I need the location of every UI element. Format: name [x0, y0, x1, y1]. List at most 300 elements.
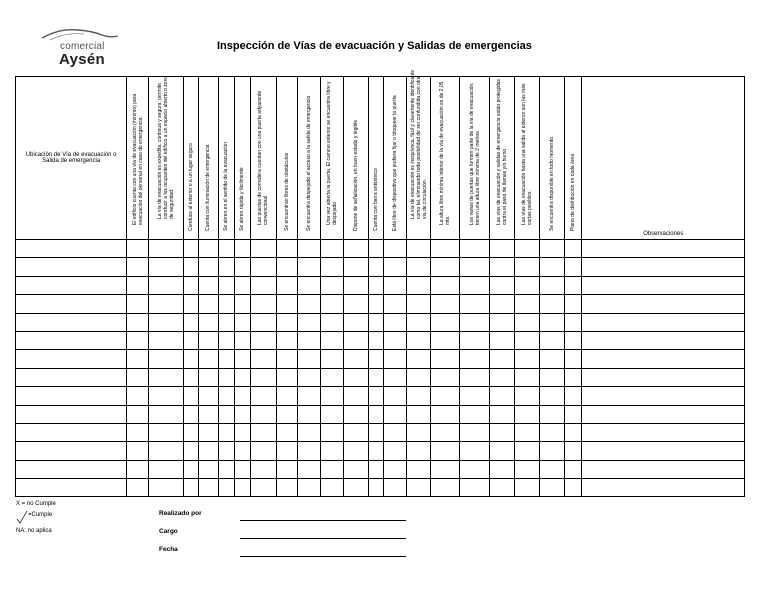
criterion-cell[interactable] — [343, 405, 368, 423]
criterion-cell[interactable] — [515, 331, 540, 349]
criterion-cell[interactable] — [490, 331, 515, 349]
criterion-cell[interactable] — [343, 460, 368, 478]
criterion-cell[interactable] — [127, 442, 149, 460]
observations-cell[interactable] — [582, 350, 745, 368]
criterion-cell[interactable] — [234, 423, 250, 441]
realizado-por-line[interactable] — [240, 520, 406, 521]
criterion-cell[interactable] — [431, 331, 460, 349]
criterion-cell[interactable] — [149, 295, 184, 313]
criterion-cell[interactable] — [460, 423, 490, 441]
criterion-cell[interactable] — [149, 387, 184, 405]
criterion-cell[interactable] — [540, 276, 565, 294]
criterion-cell[interactable] — [565, 423, 582, 441]
criterion-cell[interactable] — [234, 387, 250, 405]
criterion-cell[interactable] — [490, 368, 515, 386]
criterion-cell[interactable] — [127, 313, 149, 331]
criterion-cell[interactable] — [276, 276, 297, 294]
criterion-cell[interactable] — [540, 258, 565, 276]
criterion-cell[interactable] — [540, 295, 565, 313]
criterion-cell[interactable] — [540, 350, 565, 368]
criterion-cell[interactable] — [368, 387, 383, 405]
criterion-cell[interactable] — [218, 405, 234, 423]
location-cell[interactable] — [16, 331, 127, 349]
criterion-cell[interactable] — [149, 331, 184, 349]
criterion-cell[interactable] — [184, 240, 199, 258]
criterion-cell[interactable] — [460, 387, 490, 405]
criterion-cell[interactable] — [490, 295, 515, 313]
criterion-cell[interactable] — [218, 423, 234, 441]
criterion-cell[interactable] — [276, 350, 297, 368]
criterion-cell[interactable] — [276, 405, 297, 423]
criterion-cell[interactable] — [199, 295, 218, 313]
criterion-cell[interactable] — [490, 258, 515, 276]
criterion-cell[interactable] — [565, 313, 582, 331]
location-cell[interactable] — [16, 368, 127, 386]
criterion-cell[interactable] — [343, 479, 368, 497]
criterion-cell[interactable] — [184, 368, 199, 386]
observations-cell[interactable] — [582, 405, 745, 423]
location-cell[interactable] — [16, 313, 127, 331]
criterion-cell[interactable] — [234, 276, 250, 294]
criterion-cell[interactable] — [515, 240, 540, 258]
criterion-cell[interactable] — [276, 387, 297, 405]
criterion-cell[interactable] — [368, 240, 383, 258]
criterion-cell[interactable] — [343, 423, 368, 441]
criterion-cell[interactable] — [406, 350, 430, 368]
criterion-cell[interactable] — [276, 240, 297, 258]
criterion-cell[interactable] — [199, 368, 218, 386]
criterion-cell[interactable] — [127, 276, 149, 294]
criterion-cell[interactable] — [297, 479, 320, 497]
location-cell[interactable] — [16, 423, 127, 441]
criterion-cell[interactable] — [127, 423, 149, 441]
criterion-cell[interactable] — [320, 331, 343, 349]
criterion-cell[interactable] — [320, 423, 343, 441]
criterion-cell[interactable] — [565, 479, 582, 497]
criterion-cell[interactable] — [565, 331, 582, 349]
criterion-cell[interactable] — [515, 368, 540, 386]
criterion-cell[interactable] — [199, 387, 218, 405]
criterion-cell[interactable] — [234, 295, 250, 313]
criterion-cell[interactable] — [431, 240, 460, 258]
location-cell[interactable] — [16, 460, 127, 478]
criterion-cell[interactable] — [565, 258, 582, 276]
criterion-cell[interactable] — [199, 442, 218, 460]
criterion-cell[interactable] — [184, 442, 199, 460]
criterion-cell[interactable] — [149, 405, 184, 423]
criterion-cell[interactable] — [234, 240, 250, 258]
criterion-cell[interactable] — [515, 350, 540, 368]
criterion-cell[interactable] — [184, 350, 199, 368]
criterion-cell[interactable] — [460, 460, 490, 478]
criterion-cell[interactable] — [368, 276, 383, 294]
criterion-cell[interactable] — [297, 405, 320, 423]
criterion-cell[interactable] — [540, 331, 565, 349]
observations-cell[interactable] — [582, 331, 745, 349]
criterion-cell[interactable] — [368, 460, 383, 478]
criterion-cell[interactable] — [320, 387, 343, 405]
criterion-cell[interactable] — [368, 368, 383, 386]
observations-cell[interactable] — [582, 423, 745, 441]
criterion-cell[interactable] — [515, 460, 540, 478]
criterion-cell[interactable] — [565, 405, 582, 423]
criterion-cell[interactable] — [184, 387, 199, 405]
criterion-cell[interactable] — [218, 276, 234, 294]
criterion-cell[interactable] — [460, 350, 490, 368]
criterion-cell[interactable] — [297, 460, 320, 478]
criterion-cell[interactable] — [368, 350, 383, 368]
criterion-cell[interactable] — [460, 295, 490, 313]
criterion-cell[interactable] — [250, 331, 276, 349]
criterion-cell[interactable] — [250, 368, 276, 386]
criterion-cell[interactable] — [383, 331, 406, 349]
criterion-cell[interactable] — [234, 350, 250, 368]
criterion-cell[interactable] — [276, 313, 297, 331]
criterion-cell[interactable] — [515, 405, 540, 423]
location-cell[interactable] — [16, 387, 127, 405]
criterion-cell[interactable] — [490, 423, 515, 441]
criterion-cell[interactable] — [320, 460, 343, 478]
criterion-cell[interactable] — [149, 313, 184, 331]
criterion-cell[interactable] — [250, 295, 276, 313]
criterion-cell[interactable] — [490, 313, 515, 331]
criterion-cell[interactable] — [368, 313, 383, 331]
observations-cell[interactable] — [582, 240, 745, 258]
criterion-cell[interactable] — [431, 350, 460, 368]
criterion-cell[interactable] — [127, 368, 149, 386]
criterion-cell[interactable] — [383, 405, 406, 423]
criterion-cell[interactable] — [234, 405, 250, 423]
criterion-cell[interactable] — [515, 387, 540, 405]
criterion-cell[interactable] — [184, 423, 199, 441]
criterion-cell[interactable] — [297, 331, 320, 349]
criterion-cell[interactable] — [127, 460, 149, 478]
criterion-cell[interactable] — [343, 295, 368, 313]
criterion-cell[interactable] — [276, 258, 297, 276]
criterion-cell[interactable] — [320, 350, 343, 368]
location-cell[interactable] — [16, 350, 127, 368]
criterion-cell[interactable] — [218, 387, 234, 405]
criterion-cell[interactable] — [127, 331, 149, 349]
criterion-cell[interactable] — [343, 313, 368, 331]
criterion-cell[interactable] — [515, 276, 540, 294]
criterion-cell[interactable] — [343, 276, 368, 294]
criterion-cell[interactable] — [460, 479, 490, 497]
criterion-cell[interactable] — [218, 240, 234, 258]
criterion-cell[interactable] — [250, 350, 276, 368]
criterion-cell[interactable] — [218, 460, 234, 478]
criterion-cell[interactable] — [297, 276, 320, 294]
criterion-cell[interactable] — [320, 258, 343, 276]
criterion-cell[interactable] — [250, 387, 276, 405]
criterion-cell[interactable] — [565, 460, 582, 478]
criterion-cell[interactable] — [343, 240, 368, 258]
criterion-cell[interactable] — [218, 368, 234, 386]
criterion-cell[interactable] — [343, 258, 368, 276]
criterion-cell[interactable] — [320, 295, 343, 313]
criterion-cell[interactable] — [383, 460, 406, 478]
criterion-cell[interactable] — [460, 331, 490, 349]
criterion-cell[interactable] — [184, 258, 199, 276]
criterion-cell[interactable] — [406, 368, 430, 386]
criterion-cell[interactable] — [406, 405, 430, 423]
criterion-cell[interactable] — [184, 313, 199, 331]
criterion-cell[interactable] — [565, 276, 582, 294]
criterion-cell[interactable] — [490, 350, 515, 368]
criterion-cell[interactable] — [515, 442, 540, 460]
location-cell[interactable] — [16, 442, 127, 460]
criterion-cell[interactable] — [320, 368, 343, 386]
criterion-cell[interactable] — [343, 368, 368, 386]
criterion-cell[interactable] — [218, 350, 234, 368]
criterion-cell[interactable] — [149, 276, 184, 294]
criterion-cell[interactable] — [297, 295, 320, 313]
criterion-cell[interactable] — [490, 460, 515, 478]
criterion-cell[interactable] — [199, 258, 218, 276]
criterion-cell[interactable] — [431, 479, 460, 497]
criterion-cell[interactable] — [320, 240, 343, 258]
criterion-cell[interactable] — [218, 313, 234, 331]
criterion-cell[interactable] — [199, 460, 218, 478]
criterion-cell[interactable] — [127, 295, 149, 313]
criterion-cell[interactable] — [234, 460, 250, 478]
criterion-cell[interactable] — [490, 479, 515, 497]
criterion-cell[interactable] — [320, 479, 343, 497]
criterion-cell[interactable] — [460, 313, 490, 331]
criterion-cell[interactable] — [565, 295, 582, 313]
criterion-cell[interactable] — [276, 460, 297, 478]
criterion-cell[interactable] — [406, 240, 430, 258]
criterion-cell[interactable] — [149, 368, 184, 386]
criterion-cell[interactable] — [184, 405, 199, 423]
criterion-cell[interactable] — [540, 240, 565, 258]
criterion-cell[interactable] — [276, 479, 297, 497]
criterion-cell[interactable] — [540, 442, 565, 460]
criterion-cell[interactable] — [149, 423, 184, 441]
criterion-cell[interactable] — [540, 479, 565, 497]
criterion-cell[interactable] — [565, 368, 582, 386]
criterion-cell[interactable] — [343, 331, 368, 349]
criterion-cell[interactable] — [127, 387, 149, 405]
criterion-cell[interactable] — [460, 368, 490, 386]
criterion-cell[interactable] — [406, 442, 430, 460]
criterion-cell[interactable] — [276, 295, 297, 313]
criterion-cell[interactable] — [515, 479, 540, 497]
criterion-cell[interactable] — [297, 368, 320, 386]
criterion-cell[interactable] — [218, 479, 234, 497]
criterion-cell[interactable] — [460, 276, 490, 294]
criterion-cell[interactable] — [297, 423, 320, 441]
criterion-cell[interactable] — [431, 387, 460, 405]
criterion-cell[interactable] — [218, 295, 234, 313]
criterion-cell[interactable] — [343, 350, 368, 368]
criterion-cell[interactable] — [127, 350, 149, 368]
criterion-cell[interactable] — [149, 479, 184, 497]
criterion-cell[interactable] — [383, 295, 406, 313]
criterion-cell[interactable] — [383, 313, 406, 331]
criterion-cell[interactable] — [431, 368, 460, 386]
criterion-cell[interactable] — [149, 350, 184, 368]
criterion-cell[interactable] — [383, 258, 406, 276]
criterion-cell[interactable] — [383, 350, 406, 368]
criterion-cell[interactable] — [250, 442, 276, 460]
criterion-cell[interactable] — [460, 405, 490, 423]
criterion-cell[interactable] — [431, 313, 460, 331]
observations-cell[interactable] — [582, 368, 745, 386]
criterion-cell[interactable] — [127, 479, 149, 497]
criterion-cell[interactable] — [540, 387, 565, 405]
criterion-cell[interactable] — [343, 442, 368, 460]
criterion-cell[interactable] — [184, 460, 199, 478]
criterion-cell[interactable] — [218, 331, 234, 349]
criterion-cell[interactable] — [127, 405, 149, 423]
criterion-cell[interactable] — [184, 276, 199, 294]
criterion-cell[interactable] — [276, 442, 297, 460]
fecha-line[interactable] — [240, 556, 406, 557]
criterion-cell[interactable] — [149, 442, 184, 460]
criterion-cell[interactable] — [199, 350, 218, 368]
criterion-cell[interactable] — [184, 479, 199, 497]
location-cell[interactable] — [16, 479, 127, 497]
criterion-cell[interactable] — [565, 350, 582, 368]
criterion-cell[interactable] — [199, 479, 218, 497]
criterion-cell[interactable] — [368, 442, 383, 460]
criterion-cell[interactable] — [515, 313, 540, 331]
criterion-cell[interactable] — [383, 368, 406, 386]
criterion-cell[interactable] — [431, 423, 460, 441]
criterion-cell[interactable] — [406, 258, 430, 276]
criterion-cell[interactable] — [406, 276, 430, 294]
criterion-cell[interactable] — [199, 276, 218, 294]
location-cell[interactable] — [16, 240, 127, 258]
criterion-cell[interactable] — [199, 331, 218, 349]
criterion-cell[interactable] — [460, 258, 490, 276]
criterion-cell[interactable] — [368, 295, 383, 313]
observations-cell[interactable] — [582, 276, 745, 294]
criterion-cell[interactable] — [276, 368, 297, 386]
criterion-cell[interactable] — [383, 479, 406, 497]
observations-cell[interactable] — [582, 387, 745, 405]
criterion-cell[interactable] — [199, 405, 218, 423]
location-cell[interactable] — [16, 258, 127, 276]
criterion-cell[interactable] — [234, 258, 250, 276]
criterion-cell[interactable] — [431, 405, 460, 423]
criterion-cell[interactable] — [540, 460, 565, 478]
criterion-cell[interactable] — [515, 258, 540, 276]
criterion-cell[interactable] — [540, 405, 565, 423]
criterion-cell[interactable] — [127, 240, 149, 258]
criterion-cell[interactable] — [490, 240, 515, 258]
criterion-cell[interactable] — [490, 442, 515, 460]
criterion-cell[interactable] — [406, 387, 430, 405]
criterion-cell[interactable] — [234, 442, 250, 460]
criterion-cell[interactable] — [297, 313, 320, 331]
criterion-cell[interactable] — [199, 240, 218, 258]
criterion-cell[interactable] — [383, 423, 406, 441]
observations-cell[interactable] — [582, 479, 745, 497]
observations-cell[interactable] — [582, 442, 745, 460]
criterion-cell[interactable] — [234, 331, 250, 349]
criterion-cell[interactable] — [276, 423, 297, 441]
criterion-cell[interactable] — [515, 295, 540, 313]
criterion-cell[interactable] — [431, 295, 460, 313]
criterion-cell[interactable] — [297, 258, 320, 276]
criterion-cell[interactable] — [184, 331, 199, 349]
criterion-cell[interactable] — [540, 423, 565, 441]
criterion-cell[interactable] — [250, 240, 276, 258]
criterion-cell[interactable] — [565, 442, 582, 460]
criterion-cell[interactable] — [297, 442, 320, 460]
criterion-cell[interactable] — [368, 405, 383, 423]
criterion-cell[interactable] — [490, 276, 515, 294]
criterion-cell[interactable] — [149, 258, 184, 276]
criterion-cell[interactable] — [368, 258, 383, 276]
criterion-cell[interactable] — [250, 479, 276, 497]
location-cell[interactable] — [16, 276, 127, 294]
criterion-cell[interactable] — [431, 460, 460, 478]
criterion-cell[interactable] — [250, 313, 276, 331]
criterion-cell[interactable] — [540, 313, 565, 331]
criterion-cell[interactable] — [565, 387, 582, 405]
criterion-cell[interactable] — [250, 258, 276, 276]
criterion-cell[interactable] — [297, 350, 320, 368]
criterion-cell[interactable] — [149, 240, 184, 258]
criterion-cell[interactable] — [320, 405, 343, 423]
criterion-cell[interactable] — [320, 313, 343, 331]
criterion-cell[interactable] — [218, 442, 234, 460]
criterion-cell[interactable] — [234, 313, 250, 331]
criterion-cell[interactable] — [406, 479, 430, 497]
criterion-cell[interactable] — [297, 240, 320, 258]
criterion-cell[interactable] — [431, 442, 460, 460]
cargo-line[interactable] — [240, 538, 406, 539]
criterion-cell[interactable] — [343, 387, 368, 405]
criterion-cell[interactable] — [540, 368, 565, 386]
criterion-cell[interactable] — [218, 258, 234, 276]
criterion-cell[interactable] — [431, 276, 460, 294]
observations-cell[interactable] — [582, 258, 745, 276]
location-cell[interactable] — [16, 295, 127, 313]
criterion-cell[interactable] — [250, 405, 276, 423]
criterion-cell[interactable] — [250, 423, 276, 441]
criterion-cell[interactable] — [406, 460, 430, 478]
criterion-cell[interactable] — [199, 423, 218, 441]
criterion-cell[interactable] — [276, 331, 297, 349]
criterion-cell[interactable] — [250, 460, 276, 478]
criterion-cell[interactable] — [431, 258, 460, 276]
observations-cell[interactable] — [582, 313, 745, 331]
criterion-cell[interactable] — [383, 240, 406, 258]
observations-cell[interactable] — [582, 460, 745, 478]
criterion-cell[interactable] — [406, 313, 430, 331]
criterion-cell[interactable] — [234, 479, 250, 497]
criterion-cell[interactable] — [406, 295, 430, 313]
criterion-cell[interactable] — [320, 276, 343, 294]
location-cell[interactable] — [16, 405, 127, 423]
criterion-cell[interactable] — [460, 442, 490, 460]
criterion-cell[interactable] — [320, 442, 343, 460]
criterion-cell[interactable] — [199, 313, 218, 331]
criterion-cell[interactable] — [383, 442, 406, 460]
criterion-cell[interactable] — [127, 258, 149, 276]
criterion-cell[interactable] — [460, 240, 490, 258]
criterion-cell[interactable] — [368, 423, 383, 441]
criterion-cell[interactable] — [406, 331, 430, 349]
criterion-cell[interactable] — [490, 387, 515, 405]
criterion-cell[interactable] — [515, 423, 540, 441]
criterion-cell[interactable] — [490, 405, 515, 423]
observations-cell[interactable] — [582, 295, 745, 313]
